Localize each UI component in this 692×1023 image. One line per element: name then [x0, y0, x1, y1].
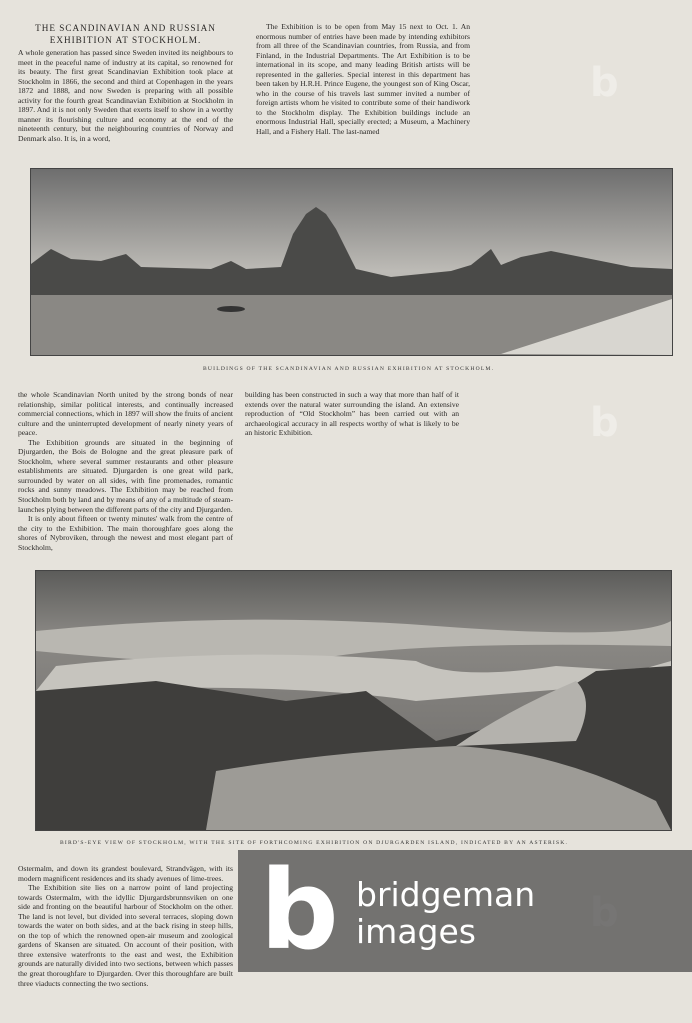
paragraph: A whole generation has passed since Sweden invited its neighbours to meet in the peaceful name of industry at its capital, so renowned for its beauty. The first great Scandinavian Exhibition took place at Stockholm in 1866, the second and third at Copenhagen in the years 1872 and 1888, and now Sweden is preparing with all possible activity for the fourth great Scandinavian Exhibition at Stockholm in 1897. And it is not only Sweden that exerts itself to show in a worthy manner its flourishing culture and economy at the end of the nineteenth century, but the neighbouring countries of Norway and Denmark also. It is, in a word,	[18, 48, 233, 143]
article-column-1-middle	[18, 390, 233, 552]
article-column-1-bottom	[18, 864, 233, 988]
article-column-2-middle	[245, 390, 459, 438]
bridgeman-logo-icon: b	[260, 846, 339, 974]
bridgeman-watermark	[238, 846, 692, 974]
paragraph: The Exhibition is to be open from May 15 next to Oct. 1. An enormous number of entries have been made by intending exhibitors from all three of the Scandinavian countries, from Russia, and from Finland, in the Industrial Departments. The Art Exhibition is to be international in its scope, and many leading British artists will be represented in the galleries. Special interest in this department has been taken by H.R.H. Prince Eugene, the youngest son of King Oscar, who in the course of his travels last summer invited a number of foreign artists whom he visited to contribute some of their handiwork to the Stockholm display. The Exhibition buildings include an enormous Industrial Hall, specially erected; a Museum, a Machinery Hall, and a Fishery Hall. The last-named	[256, 22, 470, 137]
illustration-caption-2: BIRD'S-EYE VIEW OF STOCKHOLM, WITH THE SITE OF FORTHCOMING EXHIBITION ON DJURGARDEN ISLAND, INDICATED BY AN ASTERISK.	[60, 840, 569, 846]
watermark-ghost-icon: b	[590, 60, 619, 106]
paragraph: It is only about fifteen or twenty minutes' walk from the centre of the city to the Exhibition. The main thoroughfare goes along the shores of Nybroviken, through the newest and most elegant part of Stockholm,	[18, 514, 233, 552]
birds-eye-view-illustration	[35, 570, 672, 831]
article-column-2-top	[256, 22, 470, 137]
paragraph: The Exhibition site lies on a narrow point of land projecting towards Ostermalm, with the idyllic Djurgardsbrunnsviken on one side and fronting on the beautiful harbour of Stockholm on the other. The land is not level, but divided into several terraces, sloping down towards the water on both sides, and at the back rising in steep hills, on the top of which the renowned open-air museum and zoological gardens of Skansen are situated. On account of their position, with three extensive waterfronts to the east and west, the Exhibition grounds are naturally divided into two sections, between which passes the great thoroughfare to Djurgarden. Over this thoroughfare are built three viaducts connecting the two sections.	[18, 883, 233, 988]
article-column-1-top	[18, 22, 233, 143]
paragraph: the whole Scandinavian North united by the strong bonds of near relationship, similar political interests, and continually increased commercial connections, which in 1897 will show the fruits of ancient culture and the uninterrupted development of nearly ninety years of peace.	[18, 390, 233, 438]
illustration-caption-1: BUILDINGS OF THE SCANDINAVIAN AND RUSSIAN EXHIBITION AT STOCKHOLM.	[203, 366, 495, 372]
watermark-ghost-icon: b	[590, 400, 619, 446]
paragraph: Ostermalm, and down its grandest boulevard, Strandvägen, with its modern magnificent residences and its shady avenues of lime-trees.	[18, 864, 233, 883]
watermark-text-line-2: images	[356, 912, 476, 951]
headline-line-2: EXHIBITION AT STOCKHOLM.	[49, 35, 202, 45]
headline-line-1: THE SCANDINAVIAN AND RUSSIAN	[35, 23, 216, 33]
paragraph: The Exhibition grounds are situated in the beginning of Djurgarden, the Bois de Bologne and the great pleasure park of Stockholm, where several summer restaurants and other pleasure establishments are situated. Djurgarden is one great wild park, surrounded by water on all sides, with fine promenades, romantic rocks and sunny meadows. The Exhibition may be reached from Stockholm both by land and by means of any of a multitude of steam-launches plying between the different parts of the city and Djurgarden.	[18, 437, 233, 514]
exhibition-buildings-illustration	[30, 168, 673, 356]
article-headline	[18, 22, 233, 46]
paragraph: building has been constructed in such a way that more than half of it extends over the natural water surrounding the island. An extensive reproduction of “Old Stockholm” has been carried out with an archaeological accuracy in all respects worthy of what is likely to be an historic Exhibition.	[245, 390, 459, 438]
watermark-text-line-1: bridgeman	[356, 875, 536, 914]
